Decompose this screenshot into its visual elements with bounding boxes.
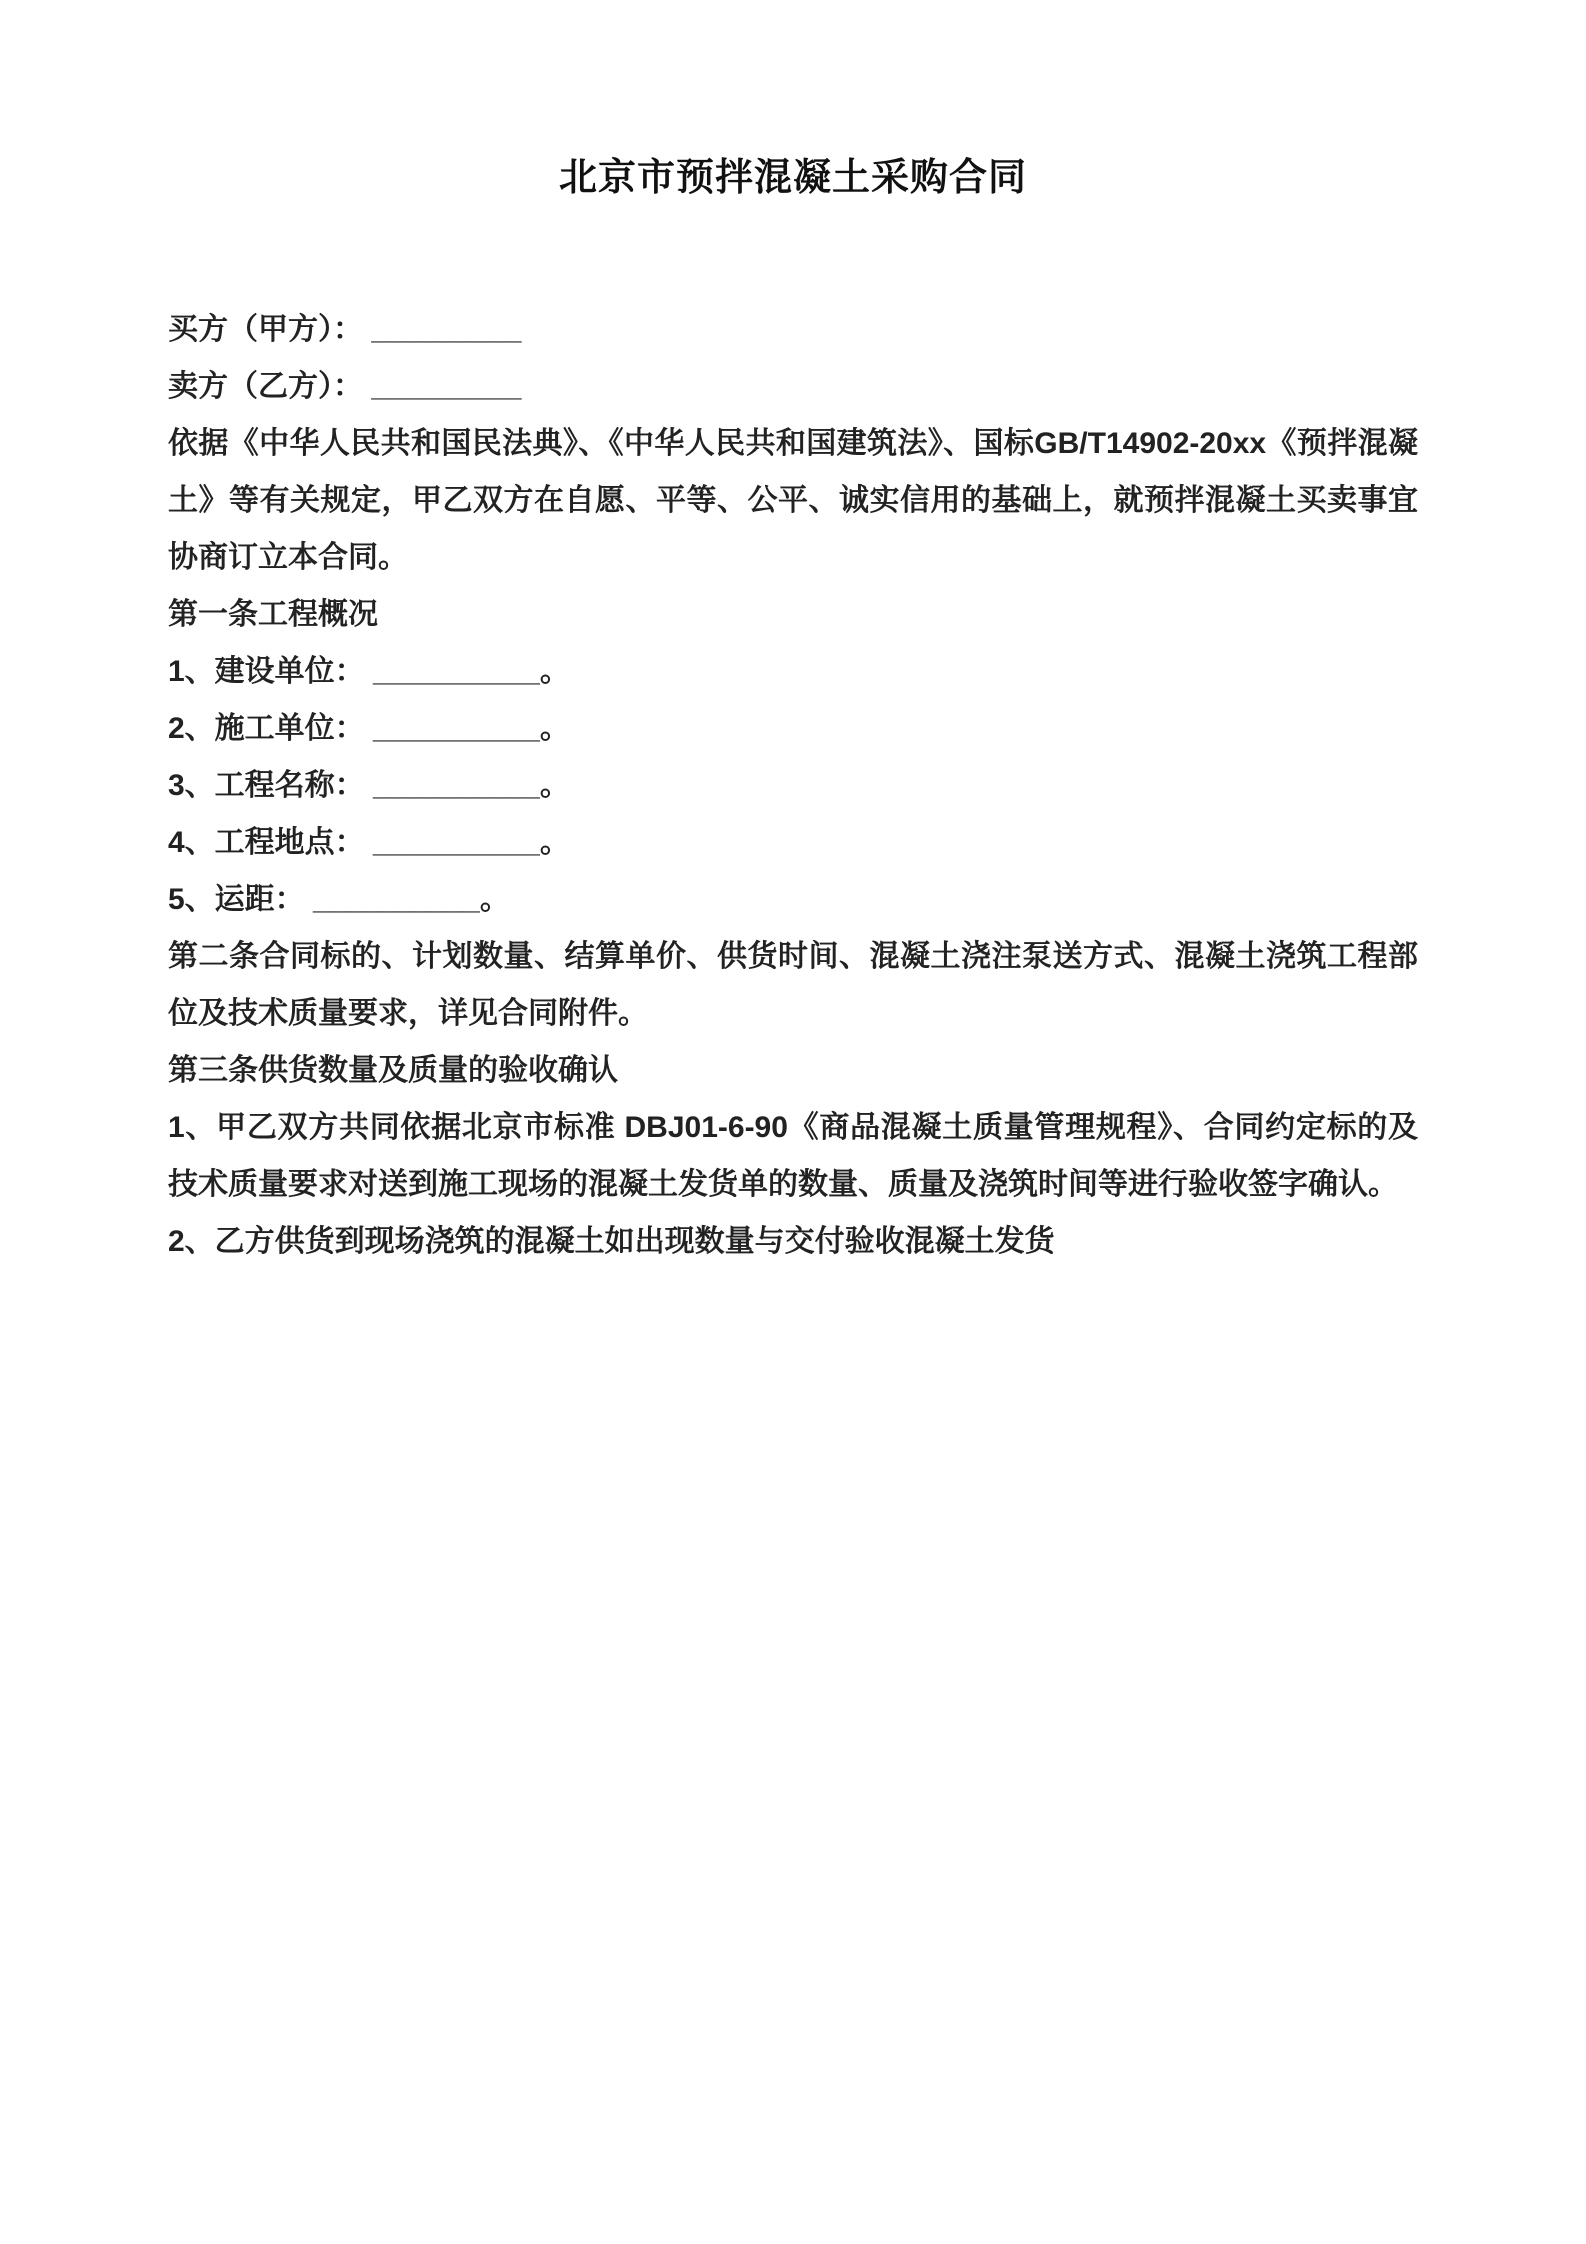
clause-1-heading: 第一条工程概况 bbox=[168, 598, 378, 631]
buyer-party-line: 买方（甲方）： _________ bbox=[168, 313, 522, 346]
seller-party-line: 卖方（乙方）： _________ bbox=[168, 370, 522, 403]
clause-2-paragraph: 第二条合同标的、计划数量、结算单价、供货时间、混凝土浇注泵送方式、混凝土浇筑工程部位及技术质量要求，详见合同附件。 bbox=[168, 940, 1418, 1030]
clause-1-item-contractor-unit: 2、施工单位： __________。 bbox=[168, 712, 570, 745]
document-title: 北京市预拌混凝土采购合同 bbox=[558, 157, 1027, 199]
clause-1-item-project-name: 3、工程名称： __________。 bbox=[168, 769, 570, 802]
clause-1-item-project-location: 4、工程地点： __________。 bbox=[168, 826, 570, 859]
clause-3-item-1: 1、甲乙双方共同依据北京市标准 DBJ01-6-90《商品混凝土质量管理规程》、合同约定标的及技术质量要求对送到施工现场的混凝土发货单的数量、质量及浇筑时间等进行验收签字确认。 bbox=[168, 1111, 1418, 1201]
clause-3-item-2-partial: 2、乙方供货到现场浇筑的混凝土如出现数量与交付验收混凝土发货 bbox=[168, 1225, 1055, 1258]
clause-3-heading: 第三条供货数量及质量的验收确认 bbox=[168, 1054, 618, 1087]
preamble-paragraph: 依据《中华人民共和国民法典》、《中华人民共和国建筑法》、国标GB/T14902-20xx《预拌混凝土》等有关规定，甲乙双方在自愿、平等、公平、诚实信用的基础上，就预拌混凝土买卖事宜协商订立本合同。 bbox=[168, 427, 1418, 574]
clause-1-item-construction-unit: 1、建设单位： __________。 bbox=[168, 655, 570, 688]
clause-1-item-haul-distance: 5、运距： __________。 bbox=[168, 883, 510, 916]
